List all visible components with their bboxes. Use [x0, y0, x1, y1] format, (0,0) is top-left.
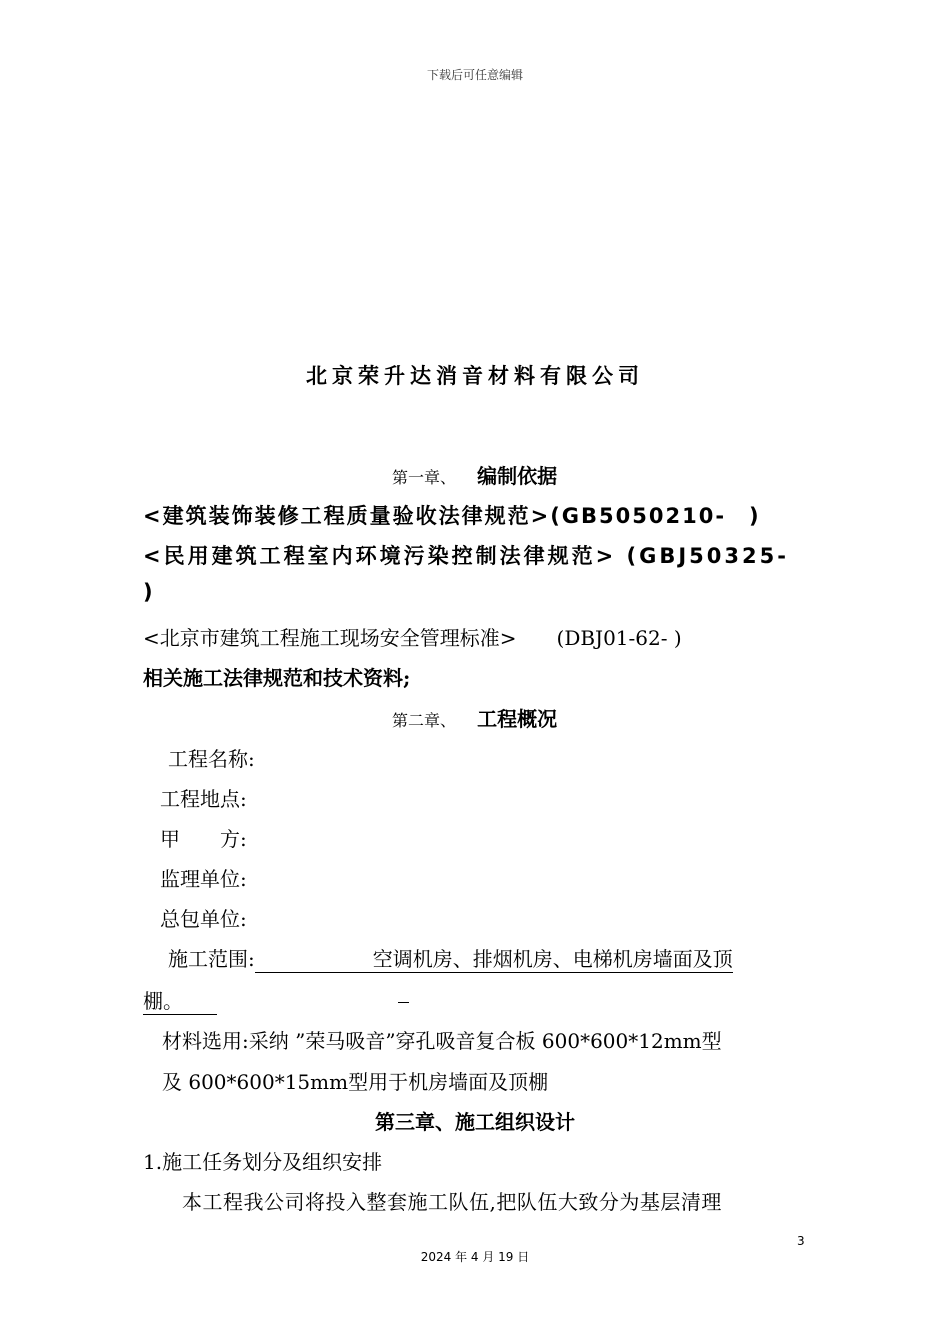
chapter1-heading — [392, 460, 557, 489]
field-supervision: 监理单位: — [160, 867, 247, 891]
section-1-paragraph: 本工程我公司将投入整套施工队伍,把队伍大致分为基层清理 — [182, 1190, 722, 1214]
scope-label: 施工范围: — [168, 947, 255, 971]
field-party-a: 甲 方: — [160, 827, 247, 851]
materials-line-2: 及 600*600*15mm型用于机房墙面及顶棚 — [162, 1070, 549, 1094]
company-name: 北京荣升达消音材料有限公司 — [306, 364, 644, 388]
reference-item-2: <民用建筑工程室内环境污染控制法律规范> (GBJ50325- — [143, 544, 789, 568]
page-header: 下载后可任意编辑 — [426, 68, 523, 82]
reference-item-2-cont: ) — [143, 580, 153, 604]
field-project-name: 工程名称: — [168, 747, 255, 771]
reference-item-4: 相关施工法律规范和技术资料; — [143, 666, 411, 690]
materials-line-1: 材料选用:采纳 ”荣马吸音”穿孔吸音复合板 600*600*12mm型 — [162, 1029, 722, 1053]
chapter1-title: 编制依据 — [477, 464, 558, 488]
chapter2-title: 工程概况 — [477, 707, 558, 731]
scope-value: 空调机房、排烟机房、电梯机房墙面及顶 — [255, 943, 733, 973]
field-project-location: 工程地点: — [160, 787, 247, 811]
scope-continuation — [143, 985, 217, 1015]
scope-cont-text: 棚。 — [143, 985, 217, 1015]
field-scope — [168, 943, 733, 973]
page-footer-date: 2024 年 4 月 19 日 — [420, 1250, 530, 1264]
field-general-contractor: 总包单位: — [160, 907, 247, 931]
reference-item-3: <北京市建筑工程施工现场安全管理标准> (DBJ01-62- ) — [143, 626, 682, 650]
chapter2-heading — [392, 703, 557, 732]
section-1-title: 1.施工任务划分及组织安排 — [143, 1150, 383, 1174]
page-number: 3 — [797, 1234, 805, 1248]
reference-item-1: <建筑装饰装修工程质量验收法律规范>(GB5050210- ) — [143, 504, 761, 528]
chapter1-label: 第一章、 — [392, 468, 457, 487]
chapter3-title: 第三章、施工组织设计 — [375, 1110, 575, 1134]
underline-blank — [398, 1002, 409, 1003]
chapter2-label: 第二章、 — [392, 711, 457, 730]
